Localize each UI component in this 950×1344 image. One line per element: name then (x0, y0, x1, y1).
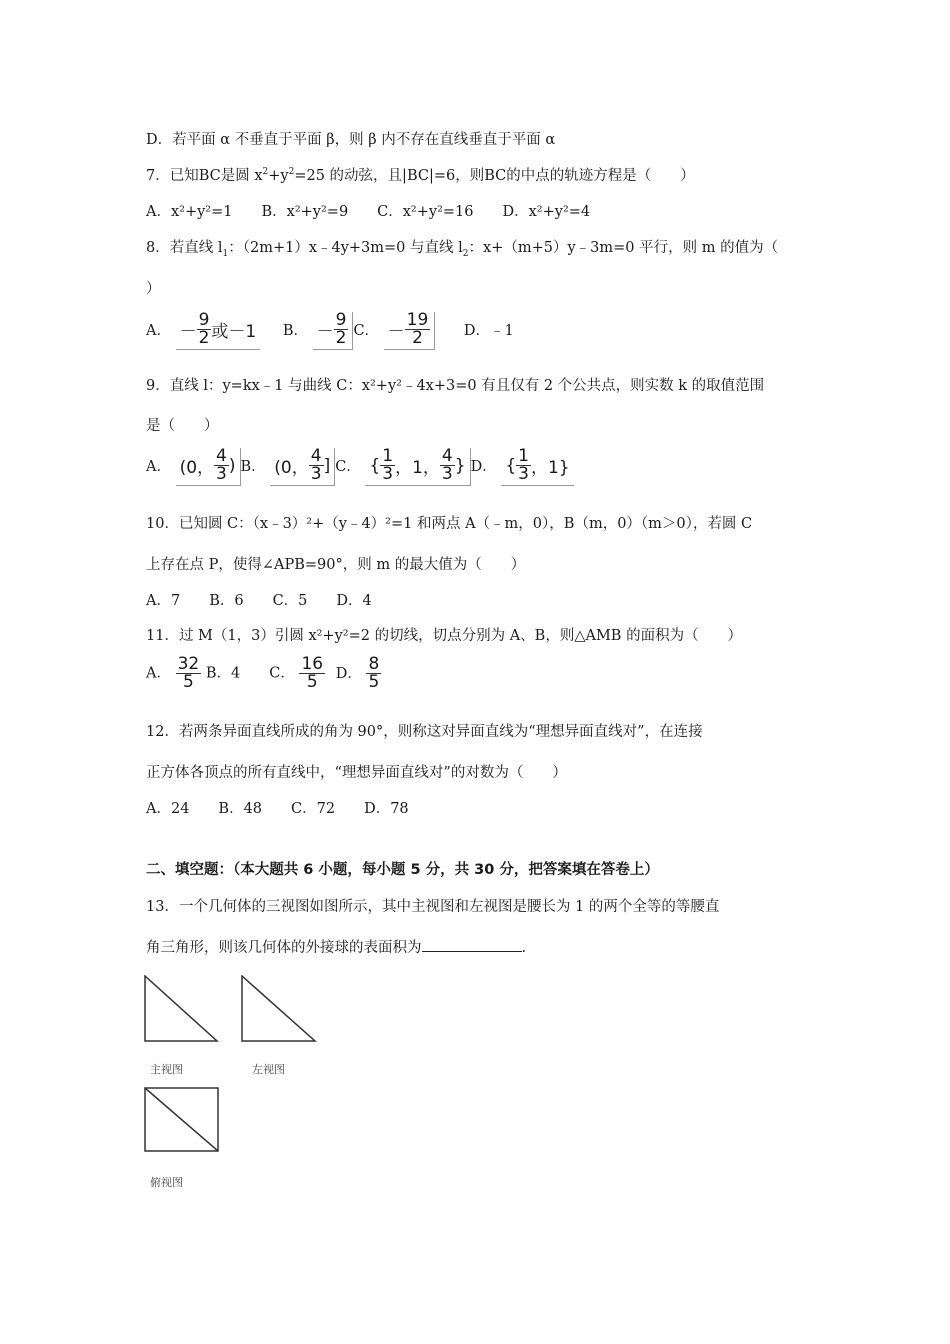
q8-stem: 8．若直线 $l_1$：（2m+1）x﹣4y+3m=0 与直线 $l_2$：x+（m+5）y﹣3m=0 平行，则 m 的值为（ (146, 240, 779, 259)
q8-option-b-image: － $\frac{9}{2}$ (313, 312, 354, 350)
top-view-square (144, 1087, 220, 1153)
top-view-label: 俯视图 (150, 1176, 183, 1189)
answer-blank (422, 937, 522, 952)
q8-options: A． － $\frac{9}{2}$ 或－1 B． － $\frac{9}{2}$ C． － $\frac{19}{2}$ D．﹣1 (146, 310, 514, 348)
q11-option-c-fraction: $\frac{16}{5}$ (301, 654, 324, 692)
q11-option-a-fraction: $\frac{32}{5}$ (177, 654, 200, 692)
q9-option-b-image: (0， $\frac{4}{3}$ ] (270, 448, 335, 486)
q12-stem-cont: 正方体各顶点的所有直线中，“理想异面直线对”的对数为（ ） (146, 765, 567, 781)
q6-option-d: D．若平面 α 不垂直于平面 β，则 β 内不存在直线垂直于平面 α (146, 132, 556, 148)
q9-options: A． (0， $\frac{4}{3}$ ) B． (0， $\frac{4}{3}$ ] C． { $\frac{1}{3}$ ，1， $\frac{4}{3}$ } D． { $\frac{1}{3}$ ，1} (146, 448, 574, 486)
left-view-triangle (241, 975, 317, 1043)
section-2-heading: 二、填空题：（本大题共 6 小题，每小题 5 分，共 30 分，把答案填在答卷上） (146, 862, 659, 878)
q8-stem-cont: ） (146, 281, 161, 297)
q10-options: A．7 B．6 C．5 D．4 (146, 593, 372, 609)
q9-stem-cont: 是（ ） (146, 418, 219, 434)
q7-options: A．x²+y²=1 B．x²+y²=9 C．x²+y²=16 D．x²+y²=4 (146, 204, 591, 220)
front-view-triangle (144, 975, 219, 1043)
left-view-label: 左视图 (252, 1063, 285, 1076)
q12-stem: 12．若两条异面直线所成的角为 90°，则称这对异面直线为“理想异面直线对”，在连接 (146, 724, 703, 740)
q11-options: A． $\frac{32}{5}$ B．4 C． $\frac{16}{5}$ D． $\frac{8}{5}$ (146, 654, 380, 692)
q9-stem: 9．直线 l：y=kx﹣1 与曲线 C：x²+y²﹣4x+3=0 有且仅有 2 个公共点，则实数 k 的取值范围 (146, 378, 765, 394)
q12-options: A．24 B．48 C．72 D．78 (146, 801, 409, 817)
q9-option-c-image: { $\frac{1}{3}$ ，1， $\frac{4}{3}$ } (365, 448, 470, 486)
q11-option-d-fraction: $\frac{8}{5}$ (368, 654, 380, 692)
q13-stem: 13．一个几何体的三视图如图所示，其中主视图和左视图是腰长为 1 的两个全等的等腰直 (146, 899, 720, 915)
q9-option-a-image: (0， $\frac{4}{3}$ ) (176, 448, 241, 486)
q9-option-d-image: { $\frac{1}{3}$ ，1} (501, 448, 573, 486)
q7-stem: 7．已知BC是圆 $x^2+y^2=25$ 的动弦，且|BC|=6，则BC的中点的轨迹方程是（ ） (146, 167, 695, 184)
q8-option-a-image: － $\frac{9}{2}$ 或－1 (176, 312, 261, 350)
front-view-label: 主视图 (150, 1063, 183, 1076)
q8-option-c-image: － $\frac{19}{2}$ (384, 312, 436, 350)
q11-stem: 11．过 M（1，3）引圆 x²+y²=2 的切线，切点分别为 A、B，则△AMB 的面积为（ ） (146, 628, 743, 644)
q10-stem: 10．已知圆 C：（x﹣3）²+（y﹣4）²=1 和两点 A（﹣m，0），B（m，0）（m＞0），若圆 C (146, 516, 753, 532)
q10-stem-cont: 上存在点 P，使得∠APB=90°，则 m 的最大值为（ ） (146, 557, 526, 573)
q13-stem-cont: 角三角形，则该几何体的外接球的表面积为 . (146, 936, 526, 957)
